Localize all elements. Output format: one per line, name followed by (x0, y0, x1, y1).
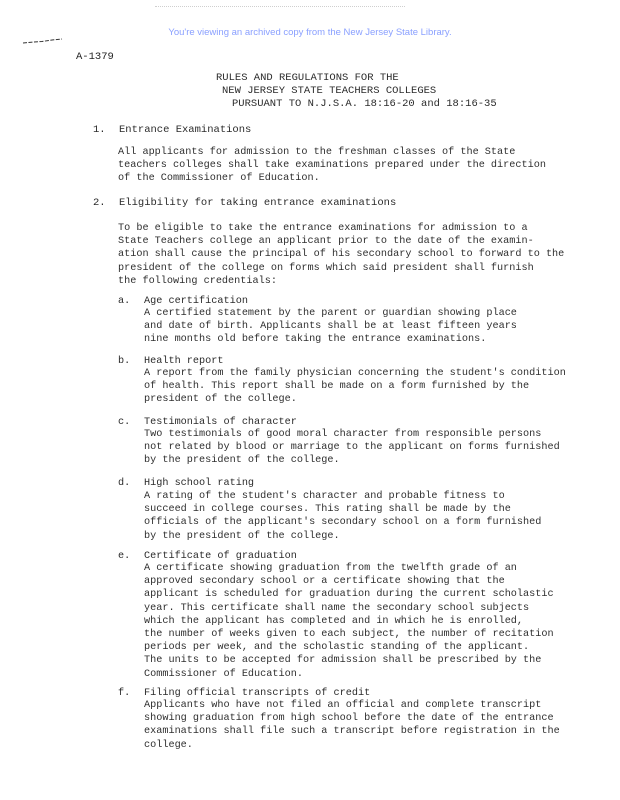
title-line-3: PURSUANT TO N.J.S.A. 18:16-20 and 18:16-35 (232, 98, 497, 110)
item-line: not related by blood or marriage to the applicant on forms furnished (144, 442, 560, 454)
list-item-heading (118, 417, 297, 428)
section-number: 1. (93, 124, 106, 136)
archive-banner: You're viewing an archived copy from the New Jersey State Library. (168, 27, 452, 38)
item-title: Age certification (144, 296, 248, 307)
item-letter: d. (118, 478, 131, 489)
item-line: by the president of the college. (144, 455, 340, 467)
section-paragraph (118, 222, 564, 288)
paragraph-line: All applicants for admission to the freshman classes of the State (118, 147, 516, 158)
item-line: applicant is scheduled for graduation during the current scholastic (144, 589, 554, 601)
item-line: periods per week, and the scholastic standing of the applicant. (144, 642, 530, 654)
list-item-heading (118, 688, 370, 699)
list-item-body (144, 428, 560, 468)
paragraph-line: the following credentials: (118, 275, 277, 287)
list-item-body (144, 367, 566, 407)
item-line: nine months old before taking the entrance examinations. (144, 334, 487, 346)
item-letter: f. (118, 688, 131, 699)
item-title: Filing official transcripts of credit (144, 688, 371, 699)
item-line: A certified statement by the parent or guardian showing place (144, 308, 517, 319)
item-line: A report from the family physician concerning the student's condition (144, 368, 566, 379)
section-heading (93, 197, 396, 209)
item-line: Commissioner of Education. (144, 668, 303, 680)
item-line: showing graduation from high school before the date of the entrance (144, 713, 554, 725)
list-item-body (144, 562, 554, 681)
paragraph-line: president of the college on forms which said president shall furnish (118, 262, 534, 274)
item-line: The units to be accepted for admission shall be prescribed by the (144, 655, 542, 667)
item-line: succeed in college courses. This rating shall be made by the (144, 504, 511, 516)
section-title: Eligibility for taking entrance examinations (119, 197, 397, 209)
item-title: Testimonials of character (144, 417, 297, 428)
list-item-heading (118, 551, 297, 562)
item-line: year. This certificate shall name the secondary school subjects (144, 602, 530, 614)
section-heading (93, 124, 251, 136)
item-line: of health. This report shall be made on a form furnished by the (144, 381, 530, 393)
item-line: approved secondary school or a certificate showing that the (144, 576, 505, 588)
item-line: A certificate showing graduation from the twelfth grade of an (144, 563, 517, 574)
item-line: the number of weeks given to each subject, the number of recitation (144, 629, 554, 641)
paragraph-line: State Teachers college an applicant prior to the date of the examin- (118, 236, 534, 248)
paragraph-line: ation shall cause the principal of his secondary school to forward to the (118, 249, 565, 261)
item-line: and date of birth. Applicants shall be at least fifteen years (144, 321, 517, 333)
list-item-heading (118, 356, 223, 367)
list-item-body (144, 307, 517, 347)
scan-artifact (155, 6, 405, 8)
section-number: 2. (93, 197, 106, 209)
item-title: High school rating (144, 478, 255, 489)
item-line: Two testimonials of good moral character from responsible persons (144, 429, 542, 440)
list-item-body (144, 699, 560, 752)
paragraph-line: To be eligible to take the entrance examinations for admission to a (118, 223, 528, 234)
paragraph-line: teachers colleges shall take examinations prepared under the direction (118, 160, 546, 172)
item-line: officials of the applicant's secondary school on a form furnished (144, 517, 542, 529)
item-letter: b. (118, 356, 131, 367)
list-item-body (144, 490, 541, 543)
section-title: Entrance Examinations (119, 124, 252, 136)
item-title: Certificate of graduation (144, 551, 297, 562)
item-line: A rating of the student's character and probable fitness to (144, 491, 505, 502)
item-line: Applicants who have not filed an official and complete transcript (144, 700, 542, 711)
pen-mark (22, 38, 64, 44)
paragraph-line: of the Commissioner of Education. (118, 173, 320, 185)
item-line: college. (144, 739, 193, 751)
item-line: by the president of the college. (144, 530, 340, 542)
item-line: which the applicant has completed and in which he is enrolled, (144, 615, 524, 627)
item-line: examinations shall file such a transcript before registration in the (144, 726, 560, 738)
document-id: A-1379 (76, 51, 114, 63)
title-line-1: RULES AND REGULATIONS FOR THE (216, 72, 399, 84)
list-item-heading (118, 478, 254, 489)
item-letter: e. (118, 551, 131, 562)
item-line: president of the college. (144, 394, 297, 406)
item-letter: c. (118, 417, 131, 428)
section-paragraph (118, 146, 546, 186)
item-letter: a. (118, 296, 131, 307)
item-title: Health report (144, 356, 224, 367)
list-item-heading (118, 296, 248, 307)
title-line-2: NEW JERSEY STATE TEACHERS COLLEGES (222, 85, 437, 97)
